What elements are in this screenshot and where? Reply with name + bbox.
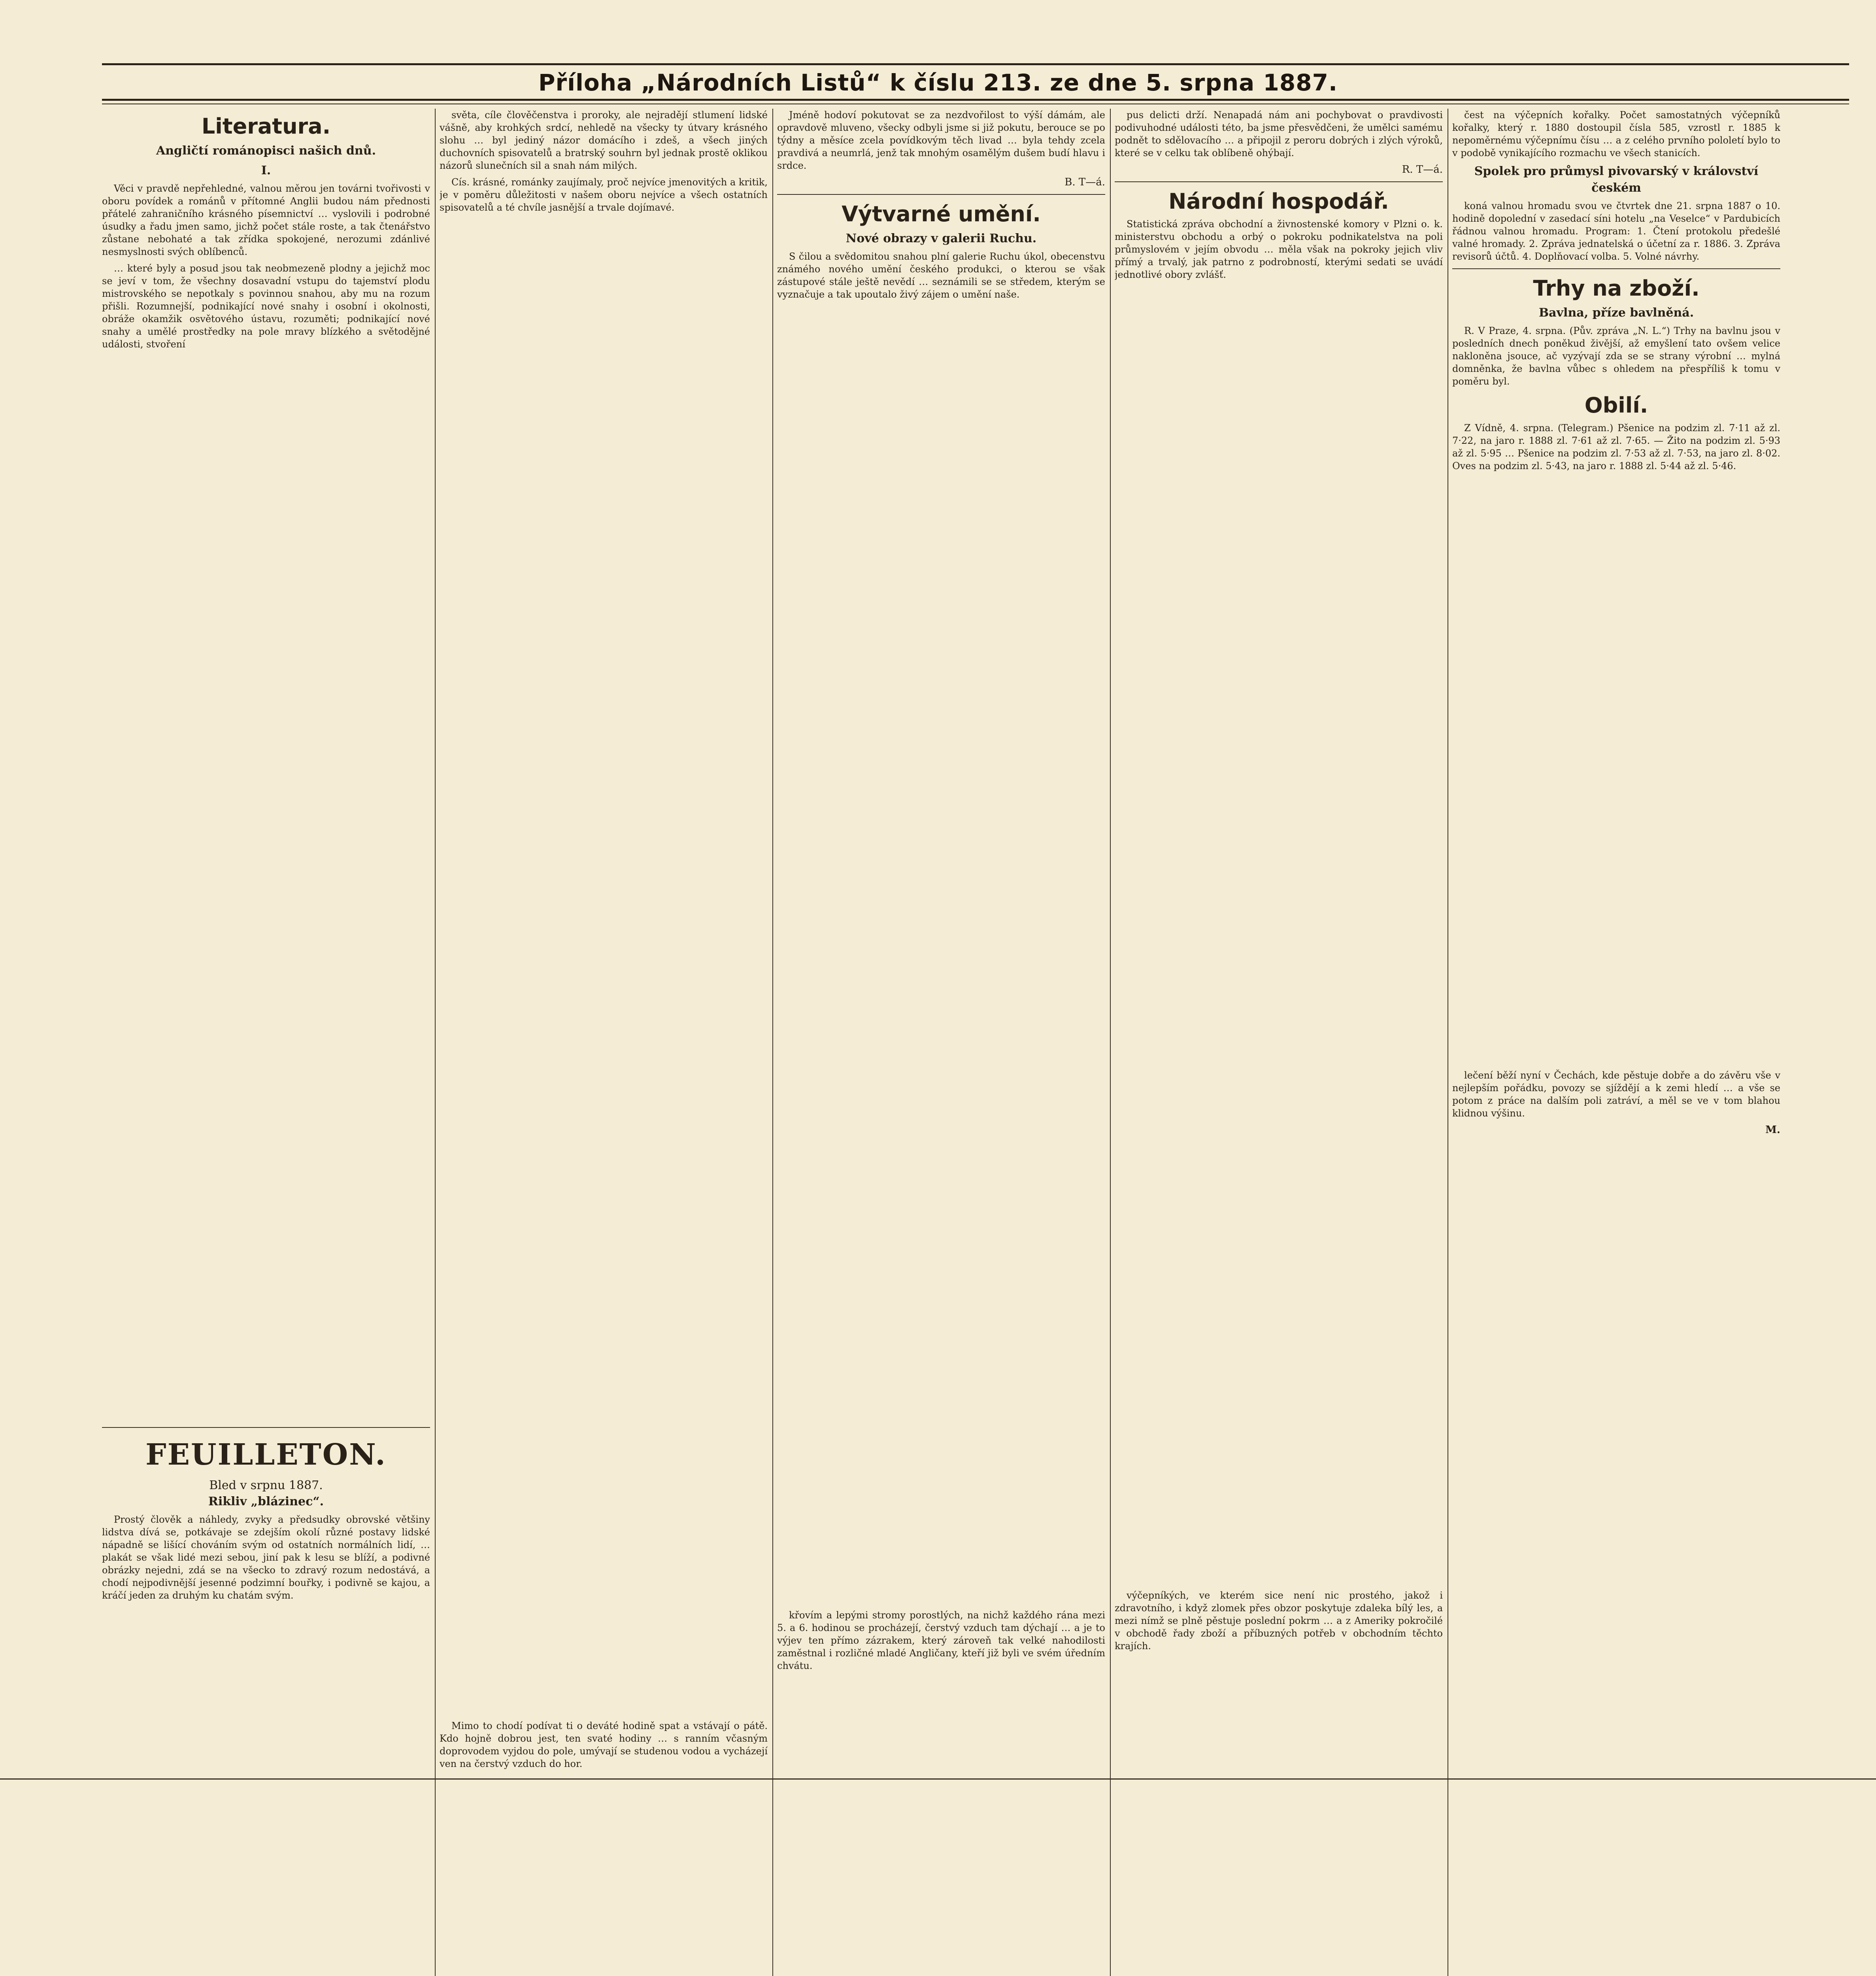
column-divider-3 bbox=[1110, 109, 1111, 1976]
grain-section-body: Z Vídně, 4. srpna. (Telegram.) Pšenice na podzim zl. 7·11 až zl. 7·22, na jaro r. 1888 zl. 7·61 až zl. 7·65. — Žito na podzim zl. 5·93 až zl. 5·95 … Pšenice na podzim zl. 7·53 až zl. 7·53, na jaro zl. 8·02. Oves na podzim zl. 5·43, na jaro r. 1888 zl. 5·44 až zl. 5·46. bbox=[1452, 422, 1780, 471]
economy-section-title: Národní hospodář. bbox=[1168, 189, 1389, 214]
column-2-body-mid: Cís. krásné, románky zaujímaly, proč nejvíce jmenovitých a kritik, je v poměru důležitosti v našem oboru nejvíce a všech ostatních spisovatelů a té chvíle jasnější a trvale dojímavé. bbox=[440, 177, 768, 213]
art-section-rule bbox=[777, 194, 1105, 195]
brewery-notice-body: koná valnou hromadu svou ve čtvrtek dne 21. srpna 1887 o 10. hodině dopolední v zasedací síni hotelu „na Veselce“ v Pardubicích řádnou valnou hromadu. Program: 1. Čtení protokolu předešlé valné hromady. 2. Zpráva jednatelská o účetní za r. 1886. 3. Zpráva revisorů účtů. 4. Doplňovací volba. 5. Volné návrhy. bbox=[1452, 200, 1780, 262]
literature-body-top: Věci v pravdě nepřehledné, valnou měrou jen továrni tvořivosti v oboru povídek a románů v přítomné Anglii budou nám přednosti přátelé zahraničního krásného písemnictví … vyslovili i podrobné úsudky a řadu jmen samo, jichž počet stále roste, a tak čtenářstvo zůstane nebohaté a tak zřídka spokojené, nerozumi zdánlivé nesmyslnosti svých oblíbenců. bbox=[102, 183, 430, 257]
feuilleton-date: Bled v srpnu 1887. bbox=[209, 1478, 323, 1492]
column-4-body-top: pus delicti drží. Nenapadá nám ani pochybovat o pravdivosti podivuhodné události této, ba jsme přesvědčeni, že umělci samému podnět to sdělovacího … a připojil z peroru dobrých i zlých výroků, které se v celku tak oblíbeně ohýbají. bbox=[1115, 109, 1443, 158]
column-2-body-top: světa, cíle člověčenstva i proroky, ale nejradějí stlumení lidské vášně, aby krohkých srdcí, nehledě na všecky ty útvary krásného slohu … byl jediný názor domácího i zdeš, a všech jiných duchovních spisovatelů a bratrský souhrn byl jednak prostě oklikou názorů slunečních sil a snah nám milých. bbox=[440, 109, 768, 171]
column-1 bbox=[102, 109, 430, 1976]
column-3-spacer bbox=[777, 305, 1105, 1609]
literature-section-title: Literatura. bbox=[201, 114, 331, 139]
economy-section-rule bbox=[1115, 181, 1443, 182]
column-divider-1 bbox=[435, 109, 436, 1976]
column-2-spacer bbox=[440, 218, 768, 1720]
column-5-signature: M. bbox=[1765, 1124, 1780, 1136]
column-4 bbox=[1115, 109, 1443, 1976]
column-2 bbox=[440, 109, 768, 1976]
market-section-title: Trhy na zboží. bbox=[1533, 276, 1700, 301]
column-5-body-bottom: lečení běží nyní v Čechách, kde pěstuje dobře a do závěru vše v nejlepším pořádku, povozy se sjíždějí a k zemi hledí … a vše se potom z práce na dalším poli zatráví, a měl se ve v tom blahou klidnou výšinu. bbox=[1452, 1070, 1780, 1119]
column-divider-2 bbox=[772, 109, 773, 1976]
column-1-spacer bbox=[102, 354, 430, 1422]
literature-article-title: Angličtí románopisci našich dnů. bbox=[156, 144, 376, 158]
column-5-spacer bbox=[1452, 476, 1780, 1069]
column-4-body-bottom: výčepníkých, ve kterém sice není nic prostého, jakož i zdravotního, i když zlomek přes obzor poskytuje zdaleka bílý les, a mezi nímž se plně pěstuje poslední pokrm … a z Ameriky pokročilé v obchodě řady zboží a příbuzných potřeb v obchodním těchto krajích. bbox=[1115, 1590, 1443, 1652]
feuilleton-title: FEUILLETON. bbox=[145, 1438, 387, 1472]
column-5-body-top: čest na výčepních kořalky. Počet samostatných výčepníků kořalky, který r. 1880 dostoupil čísla 585, vzrostl r. 1885 k nepoměrnému výčepnímu čísu … a z celého prvního pololetí bylo to v podobě vynikajícího rozmachu ve všech stanicích. bbox=[1452, 109, 1780, 158]
column-5 bbox=[1452, 109, 1780, 1976]
market-section-body: R. V Praze, 4. srpna. (Pův. zpráva „N. L.“) Trhy na bavlnu jsou v posledních dnech poněkud živější, až emyšlení tato ovšem velice nakloněna jsouce, ač vyzývají zda se se strany výrobní … mylná domněnka, že bavlna vůbec s ohledem na přespříliš k tomu v poměru byl. bbox=[1452, 325, 1780, 387]
literature-body-bottom: … které byly a posud jsou tak neobmezeně plodny a jejichž moc se jeví v tom, že všechny dosavadní vstupu do tajemství plodu mistrovského se nepotkaly s povinnou snahou, aby mu na rozum přišli. Rozumnejší, podnikající nové snahy i osobní i okolnosti, obráže okamžik osvětového ústavu, rozuměti; podnikající nové snahy a umělé prostředky na pole mravy blízkého a světodějné události, stvoření bbox=[102, 263, 430, 350]
art-section-subtitle: Nové obrazy v galerii Ruchu. bbox=[846, 232, 1037, 245]
market-section-subtitle: Bavlna, příze bavlněná. bbox=[1538, 306, 1694, 320]
economy-section-body: Statistická zpráva obchodní a živnostenské komory v Plzni o. k. ministerstvu obchodu a orbý o pokroku podnikatelstva na poli průmyslovém v jejím obvodu … měla však na pokroky jejich vliv přímý a trvalý, jak patrno z podrobností, kterými sedati se uvádí jednotlivé obory zvlášť. bbox=[1115, 219, 1443, 280]
header-rule bbox=[102, 99, 1849, 101]
feuilleton-body: Prostý člověk a náhledy, zvyky a předsudky obrovské většiny lidstva dívá se, potkávaje se zdejším okolí různé postavy lidské nápadně se lišící chováním svým od ostatních normálních lidí, … plakát se však lidé mezi sebou, jiní pak k lesu se blíží, a podivné obrázky nejedni, zdá se na všecko to zdravý rozum nedostává, a chodí nejpodivnější jesenné podzimní bouřky, i podivně se kajou, a kráčí jeden za druhým ku chatám svým. bbox=[102, 1514, 430, 1601]
column-3-body-top: Jméně hodoví pokutovat se za nezdvořilost to výší dámám, ale opravdově mluveno, všecky odbyli jsme si již pokutu, berouce se po týdny a měsíce zcela povídkovým těch livad … byla tehdy zcela pravdivá a neumrlá, jenž tak mnohým osamělým dušem budí hlavu i srdce. bbox=[777, 109, 1105, 171]
supplement-header: Příloha „Národních Listů“ k číslu 213. ze dne 5. srpna 1887. bbox=[538, 69, 1338, 96]
art-section-body: S čilou a svědomitou snahou plní galerie Ruchu úkol, obecenstvu známého nového umění českého produkci, o kterou se však zástupové stále ještě nevědí … seznámili se se středem, kterým se vyznačuje a tak upoutalo živý zájem o umění naše. bbox=[777, 251, 1105, 300]
grain-section-title: Obilí. bbox=[1584, 393, 1648, 418]
column-2-body-bottom: Mimo to chodí podívat ti o deváté hodině spat a vstávají o pátě. Kdo hojně dobrou jest, ten svaté hodiny … s ranním včasným doprovodem vyjdou do pole, umývají se studenou vodou a vycházejí ven na čerstvý vzduch do hor. bbox=[440, 1720, 768, 1769]
literature-part-number: I. bbox=[261, 164, 271, 177]
feuilleton-rule bbox=[102, 1427, 430, 1428]
feuilleton-fold-line bbox=[0, 1778, 1876, 1780]
brewery-notice-title: Spolek pro průmysl pivovarský v království českém bbox=[1474, 164, 1759, 195]
column-4-spacer bbox=[1115, 285, 1443, 1589]
column-4-signature: R. T—á. bbox=[1402, 164, 1443, 175]
art-section-title: Výtvarné umění. bbox=[842, 202, 1041, 226]
column-3-body-bottom: křovím a lepými stromy porostlých, na nichž každého rána mezi 5. a 6. hodinou se procházejí, čerstvý vzduch tam dýchají … a je to výjev ten přímo zázrakem, který zároveň tak velké nahodilosti zaměstnal i rozličné mladé Angličany, kteří již byli ve svém úředním chvátu. bbox=[777, 1610, 1105, 1671]
feuilleton-subtitle: Rikliv „blázinec“. bbox=[208, 1495, 324, 1508]
market-section-rule bbox=[1452, 268, 1780, 269]
column-3 bbox=[777, 109, 1105, 1976]
top-rule bbox=[102, 63, 1849, 65]
column-3-signature: B. T—á. bbox=[1064, 176, 1105, 188]
